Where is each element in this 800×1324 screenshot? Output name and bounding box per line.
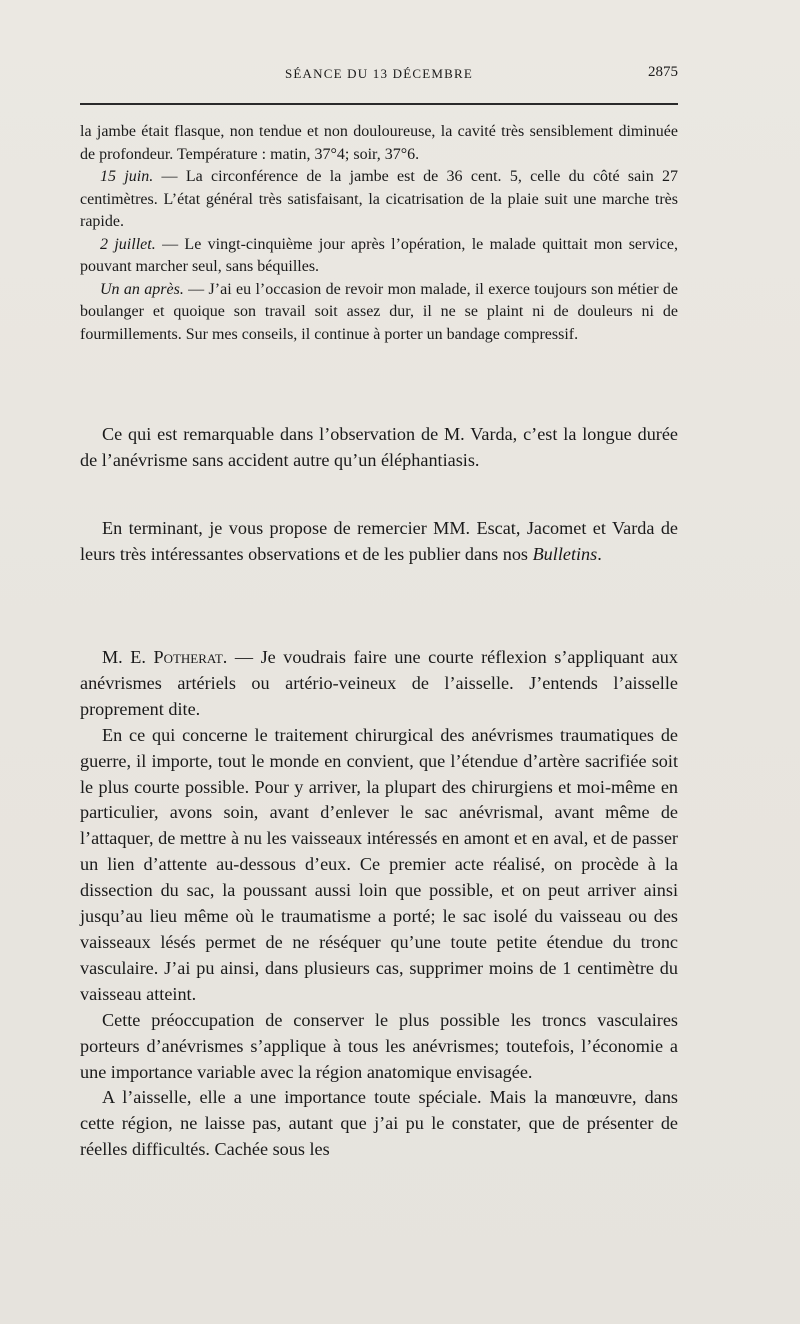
page-header	[80, 62, 678, 92]
case-note-text: — La circonférence de la jambe est de 36 cent. 5, celle du côté sain 27 centimètres. L’état général très satisfaisant, la cicatrisation de la plaie suit une marche très rapide.	[80, 168, 678, 230]
speech-paragraph: En ce qui concerne le traitement chirurgical des anévrismes traumatiques de guerre, il importe, tout le monde en convient, que l’étendue d’artère sacrifiée soit le plus courte possible. Pour y arriver, la plupart des chirurgiens et moi-même en particulier, avons soin, avant d’enlever le sac anévrismal, avant même de l’attaquer, de mettre à nu les vaisseaux intéressés en amont et en aval, et de passer un lien d’attente au-dessous d’eux. Ce premier acte réalisé, on procède à la dissection du sac, la poussant aussi loin que possible, et on peut arriver ainsi jusqu’au lieu même où le traumatisme a porté; le sac isolé du vaisseau ou des vaisseaux lésés permet de ne réséquer qu’une toute petite étendue du tronc vasculaire. J’ai pu ainsi, dans plusieurs cas, supprimer moins de 1 centimètre du vaisseau atteint.	[80, 724, 678, 1004]
speaker-name: Potherat	[153, 647, 223, 667]
case-note-paragraph	[80, 121, 678, 166]
speaker-initial: M. E.	[102, 647, 154, 667]
case-note-paragraph	[80, 279, 678, 347]
report-text-start: En terminant, je vous propose de remercier MM. Escat, Jacomet et Varda de leurs très intéressantes observations et de les publier dans nos	[80, 518, 678, 564]
speech	[80, 645, 678, 1163]
speech-paragraph	[80, 645, 678, 723]
speech-paragraph: Cette préoccupation de conserver le plus possible les troncs vasculaires porteurs d’anévrismes s’applique à tous les anévrismes; toutefois, l’économie a une importance variable avec la région anatomique envisagée.	[80, 1009, 678, 1082]
case-note-text: la jambe était flasque, non tendue et non douloureuse, la cavité très sensiblement diminuée de profondeur. Température : matin, 37°4; soir, 37°6.	[80, 123, 678, 163]
case-note-date: 2 juillet.	[100, 235, 156, 253]
report-text	[80, 516, 678, 568]
case-note-text: — J’ai eu l’occasion de revoir mon malade, il exerce toujours son métier de boulanger et quoique son travail soit assez dur, il ne se plaint ni de douleurs ni de fourmillements. Sur mes conseils, il continue à porter un bandage compressif.	[80, 280, 678, 343]
case-note-text: — Le vingt-cinquième jour après l’opération, le malade quittait mon service, pouvant marcher seul, sans béquilles.	[80, 235, 679, 275]
header-rule	[80, 103, 678, 105]
case-note-date: Un an après.	[100, 280, 184, 298]
case-notes	[80, 121, 678, 346]
case-note-date: 15 juin.	[100, 168, 154, 185]
report-text-end: .	[597, 543, 602, 564]
page-number: 2875	[648, 64, 678, 80]
speech-paragraph: A l’aisselle, elle a une importance toute spéciale. Mais la manœuvre, dans cette région, ne laisse pas, autant que j’ai pu le constater, que de présenter de réelles difficultés. Cachée sous les	[80, 1087, 678, 1160]
speech-text: . — Je voudrais faire une courte réflexion s’appliquant aux anévrismes artériels ou artério-veineux de l’aisselle. J’entends l’aisselle proprement dite.	[80, 647, 678, 719]
running-head: SÉANCE DU 13 DÉCEMBRE	[284, 66, 474, 81]
case-note-paragraph	[80, 166, 678, 234]
report-text: Ce qui est remarquable dans l’observation de M. Varda, c’est la longue durée de l’anévrisme sans accident autre qu’un éléphantiasis.	[80, 424, 678, 470]
bulletins-title: Bulletins	[532, 543, 598, 564]
report-paragraph-2	[80, 516, 678, 568]
report-paragraph-1	[80, 422, 678, 474]
case-note-paragraph	[80, 234, 678, 279]
